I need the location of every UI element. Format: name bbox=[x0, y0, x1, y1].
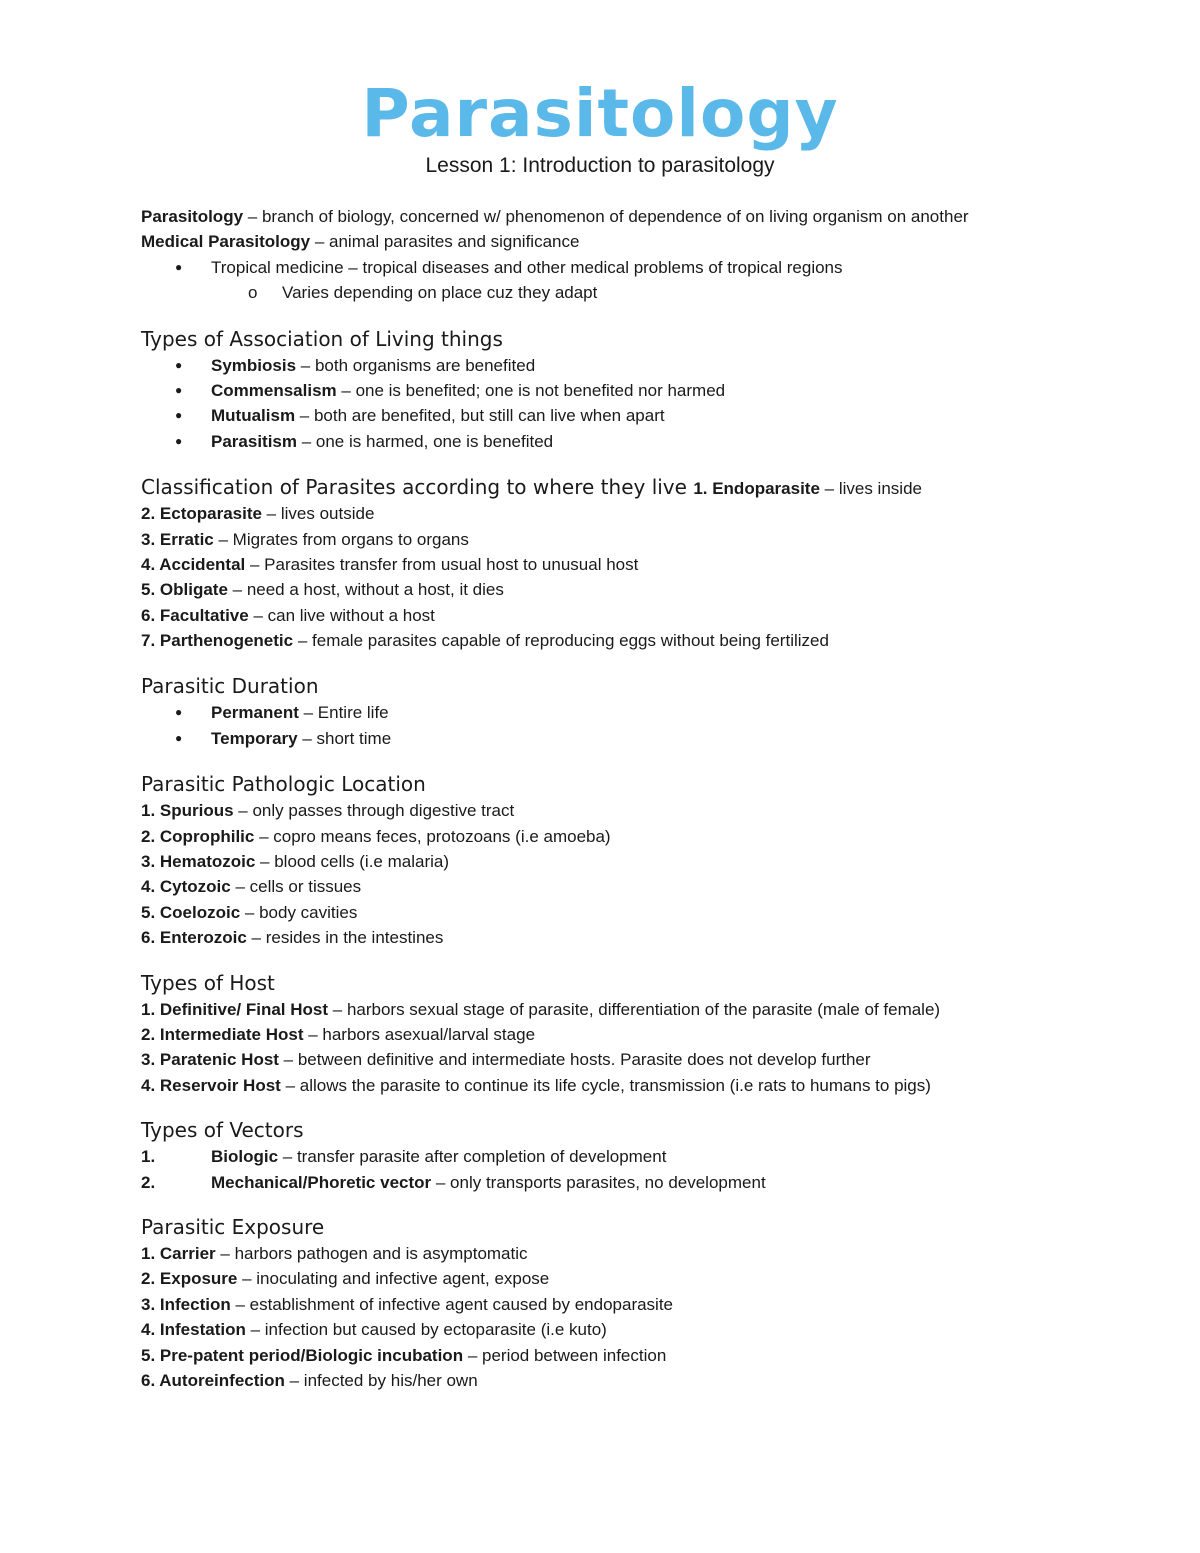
section-heading: Parasitic Exposure bbox=[141, 1214, 325, 1239]
list-item bbox=[141, 1144, 1171, 1169]
list-item bbox=[141, 1170, 1171, 1195]
definition-line bbox=[141, 229, 1171, 254]
definition: – Entire life bbox=[298, 703, 389, 723]
term: 2. Exposure bbox=[141, 1269, 238, 1289]
term: 5. Obligate bbox=[141, 580, 228, 600]
definition: – harbors sexual stage of parasite, differentiation of the parasite (male of female) bbox=[328, 999, 941, 1019]
page-title: Parasitology bbox=[361, 75, 839, 152]
definition: – transfer parasite after completion of development bbox=[278, 1147, 667, 1167]
term: 3. Paratenic Host bbox=[141, 1050, 279, 1070]
list-item bbox=[141, 628, 1171, 653]
section-heading bbox=[141, 474, 1171, 501]
list-item bbox=[141, 1292, 1171, 1317]
term: 4. Infestation bbox=[141, 1320, 246, 1340]
term: Medical Parasitology bbox=[141, 232, 311, 252]
term: 7. Parthenogenetic bbox=[141, 631, 294, 651]
definition: – allows the parasite to continue its life cycle, transmission (i.e rats to humans to pigs) bbox=[280, 1075, 931, 1095]
term: Mechanical/Phoretic vector bbox=[211, 1172, 432, 1192]
bullet-item bbox=[141, 378, 1171, 403]
definition: – blood cells (i.e malaria) bbox=[255, 852, 450, 872]
heading-text: Classification of Parasites according to where they live bbox=[141, 475, 694, 500]
definition: – lives outside bbox=[261, 504, 375, 524]
list-item bbox=[141, 1317, 1171, 1342]
definition: – one is benefited; one is not benefited nor harmed bbox=[336, 380, 726, 400]
term: Permanent bbox=[211, 703, 299, 723]
document-body bbox=[141, 204, 1171, 1393]
list-item bbox=[141, 849, 1171, 874]
definition: – cells or tissues bbox=[230, 877, 362, 897]
definition: – need a host, without a host, it dies bbox=[227, 580, 504, 600]
definition: – female parasites capable of reproducing eggs without being fertilized bbox=[293, 631, 829, 651]
definition: – only passes through digestive tract bbox=[233, 801, 515, 821]
term: 2. Ectoparasite bbox=[141, 504, 262, 524]
bullet-item bbox=[141, 429, 1171, 454]
definition: – infected by his/her own bbox=[284, 1370, 478, 1390]
definition: – short time bbox=[297, 728, 392, 748]
term: 5. Coelozoic bbox=[141, 902, 241, 922]
list-item bbox=[141, 1368, 1171, 1393]
list-item bbox=[141, 577, 1171, 602]
definition: – Migrates from organs to organs bbox=[213, 529, 469, 549]
definition: – infection but caused by ectoparasite (i.e kuto) bbox=[245, 1320, 607, 1340]
definition: – Parasites transfer from usual host to unusual host bbox=[245, 554, 639, 574]
term: 6. Enterozoic bbox=[141, 928, 247, 948]
definition: – harbors pathogen and is asymptomatic bbox=[215, 1243, 528, 1263]
item-number: 1. bbox=[141, 1147, 156, 1167]
list-item bbox=[141, 1022, 1171, 1047]
term: 3. Infection bbox=[141, 1294, 231, 1314]
term: 1. Spurious bbox=[141, 801, 234, 821]
list-item bbox=[141, 1241, 1171, 1266]
term: 4. Accidental bbox=[141, 554, 246, 574]
list-item bbox=[141, 1073, 1171, 1098]
list-item bbox=[141, 925, 1171, 950]
definition: – body cavities bbox=[240, 902, 358, 922]
bullet-item: ● Tropical medicine – tropical diseases and other medical problems of tropical regions bbox=[141, 255, 1171, 280]
term: 6. Autoreinfection bbox=[141, 1370, 285, 1390]
page-subtitle: Lesson 1: Introduction to parasitology bbox=[425, 154, 775, 177]
definition: – period between infection bbox=[463, 1345, 667, 1365]
term: 2. Coprophilic bbox=[141, 826, 255, 846]
definition: – animal parasites and significance bbox=[310, 232, 580, 252]
definition: – one is harmed, one is benefited bbox=[297, 431, 554, 451]
term: Commensalism bbox=[211, 380, 337, 400]
term: 3. Hematozoic bbox=[141, 852, 256, 872]
list-item bbox=[141, 798, 1171, 823]
definition: – both organisms are benefited bbox=[296, 355, 536, 375]
bullet-item bbox=[141, 700, 1171, 725]
term: 4. Cytozoic bbox=[141, 877, 231, 897]
term: Symbiosis bbox=[211, 355, 297, 375]
section-heading: Types of Vectors bbox=[141, 1118, 304, 1143]
definition: – lives inside bbox=[819, 479, 922, 499]
term: 1. Carrier bbox=[141, 1243, 216, 1263]
list-item bbox=[141, 1047, 1171, 1072]
section-heading: Types of Host bbox=[141, 970, 275, 995]
term: 1. Definitive/ Final Host bbox=[141, 999, 329, 1019]
list-item bbox=[141, 552, 1171, 577]
definition: – can live without a host bbox=[248, 605, 435, 625]
term: 2. Intermediate Host bbox=[141, 1024, 304, 1044]
section-heading: Parasitic Pathologic Location bbox=[141, 772, 426, 797]
list-item bbox=[141, 1266, 1171, 1291]
term: Mutualism bbox=[211, 406, 296, 426]
definition: – both are benefited, but still can live when apart bbox=[295, 406, 665, 426]
definition: – only transports parasites, no development bbox=[431, 1172, 766, 1192]
list-item bbox=[141, 874, 1171, 899]
item-number: 2. bbox=[141, 1172, 156, 1192]
list-item bbox=[141, 997, 1171, 1022]
sub-bullet-item: o Varies depending on place cuz they adapt bbox=[141, 280, 1171, 305]
term: Biologic bbox=[211, 1147, 279, 1167]
section-heading: Types of Association of Living things bbox=[141, 326, 503, 351]
list-item bbox=[141, 501, 1171, 526]
definition: – copro means feces, protozoans (i.e amoeba) bbox=[254, 826, 611, 846]
bullet-item bbox=[141, 726, 1171, 751]
definition: – establishment of infective agent caused by endoparasite bbox=[230, 1294, 674, 1314]
term: 1. Endoparasite bbox=[693, 479, 820, 499]
definition: – harbors asexual/larval stage bbox=[303, 1024, 536, 1044]
term: 4. Reservoir Host bbox=[141, 1075, 281, 1095]
list-item bbox=[141, 900, 1171, 925]
definition: – inoculating and infective agent, expose bbox=[237, 1269, 550, 1289]
list-item bbox=[141, 1343, 1171, 1368]
list-item bbox=[141, 527, 1171, 552]
term: 5. Pre-patent period/Biologic incubation bbox=[141, 1345, 464, 1365]
term: 3. Erratic bbox=[141, 529, 214, 549]
term: 6. Facultative bbox=[141, 605, 249, 625]
definition-line bbox=[141, 204, 1171, 229]
bullet-item bbox=[141, 353, 1171, 378]
definition: – resides in the intestines bbox=[246, 928, 444, 948]
list-item bbox=[141, 824, 1171, 849]
bullet-item bbox=[141, 403, 1171, 428]
term: Parasitism bbox=[211, 431, 297, 451]
term: Temporary bbox=[211, 728, 298, 748]
definition: – branch of biology, concerned w/ phenomenon of dependence of on living organism on another bbox=[243, 207, 969, 226]
list-item bbox=[141, 603, 1171, 628]
term: Parasitology bbox=[141, 207, 244, 226]
section-heading: Parasitic Duration bbox=[141, 674, 319, 699]
definition: – between definitive and intermediate hosts. Parasite does not develop further bbox=[278, 1050, 871, 1070]
